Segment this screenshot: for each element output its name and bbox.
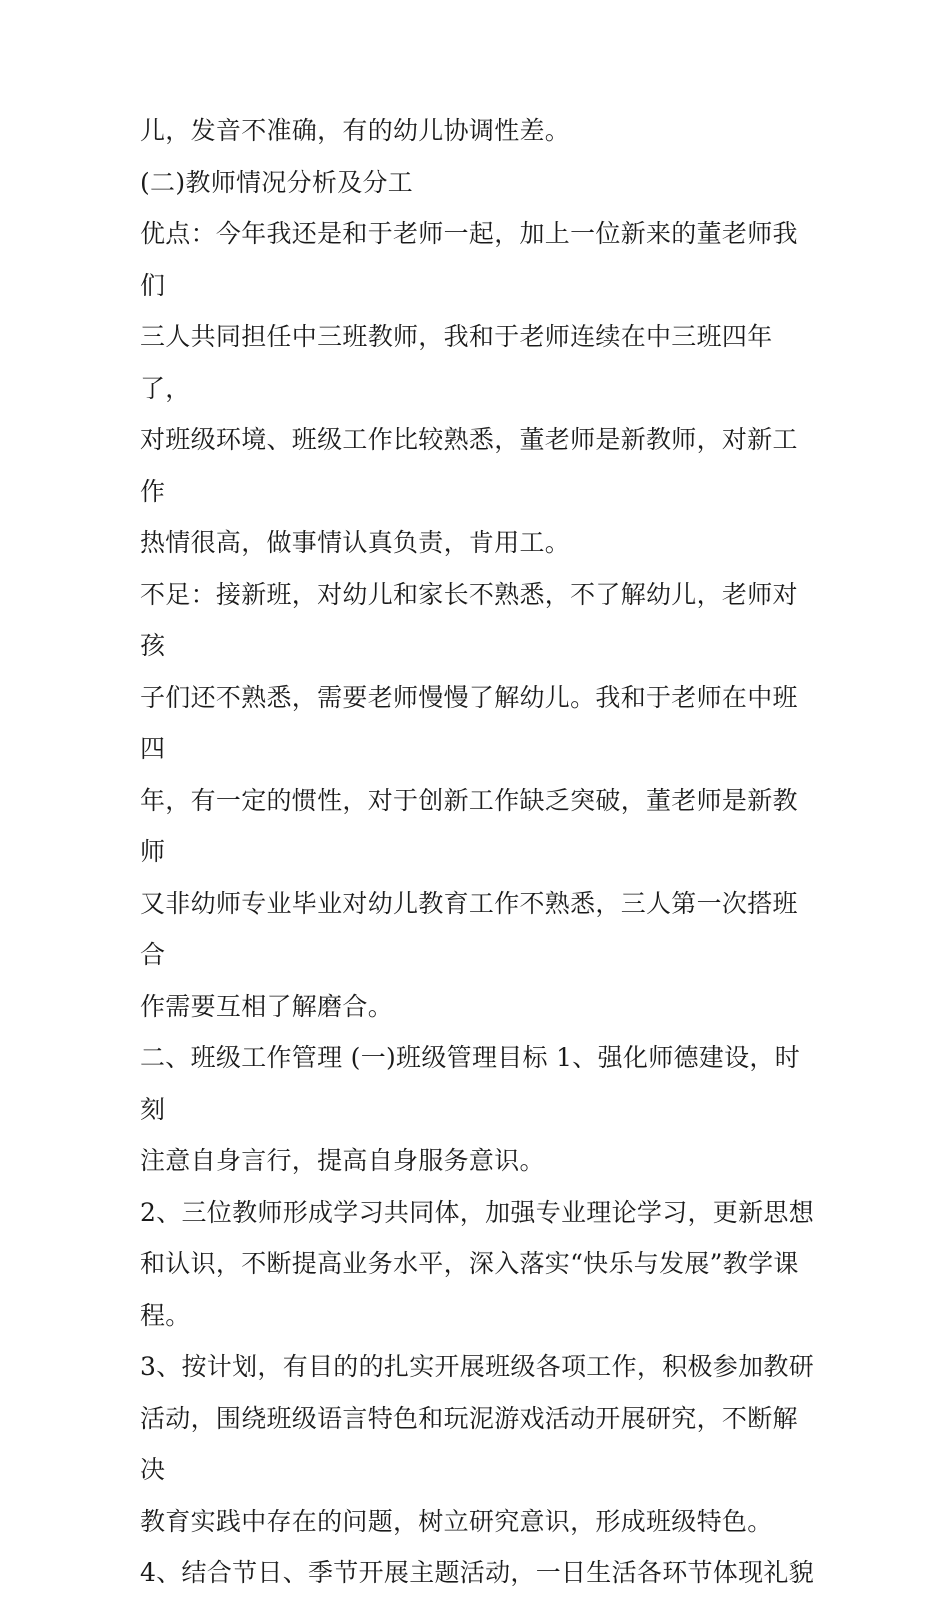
- section-heading-teacher-analysis: (二)教师情况分析及分工: [140, 167, 414, 197]
- document-body: [140, 105, 820, 1599]
- paragraph-goal-3: 3、按计划，有目的的扎实开展班级各项工作，积极参加教研 活动，围绕班级语言特色和玩泥游戏活动开展研究，不断解决 教育实践中存在的问题，树立研究意识，形成班级特色。: [140, 1352, 815, 1536]
- paragraph-class-management-goal-1: 二、班级工作管理 (一)班级管理目标 1、强化师德建设，时刻 注意自身言行，提高自身服务意识。: [140, 1043, 801, 1175]
- paragraph-goal-4: 4、结合节日、季节开展主题活动，一日生活各环节体现礼貌: [140, 1558, 815, 1587]
- paragraph-weaknesses: 不足：接新班，对幼儿和家长不熟悉，不了解幼儿，老师对孩 子们还不熟悉，需要老师慢慢了解幼儿。我和于老师在中班四 年，有一定的惯性，对于创新工作缺乏突破，董老师是新教师 又非幼师专业毕业对幼儿教育工作不熟悉，三人第一次搭班合 作需要互相了解磨合。: [140, 579, 798, 1021]
- paragraph-goal-2: 2、三位教师形成学习共同体，加强专业理论学习，更新思想 和认识，不断提高业务水平，深入落实“快乐与发展”教学课 程。: [140, 1197, 815, 1330]
- paragraph-1: 儿，发音不准确，有的幼儿协调性差。: [140, 116, 571, 145]
- paragraph-strengths: 优点：今年我还是和于老师一起，加上一位新来的董老师我们 三人共同担任中三班教师，我和于老师连续在中三班四年了， 对班级环境、班级工作比较熟悉，董老师是新教师，对新工作 热情很高，做事情认真负责，肯用工。: [140, 219, 798, 557]
